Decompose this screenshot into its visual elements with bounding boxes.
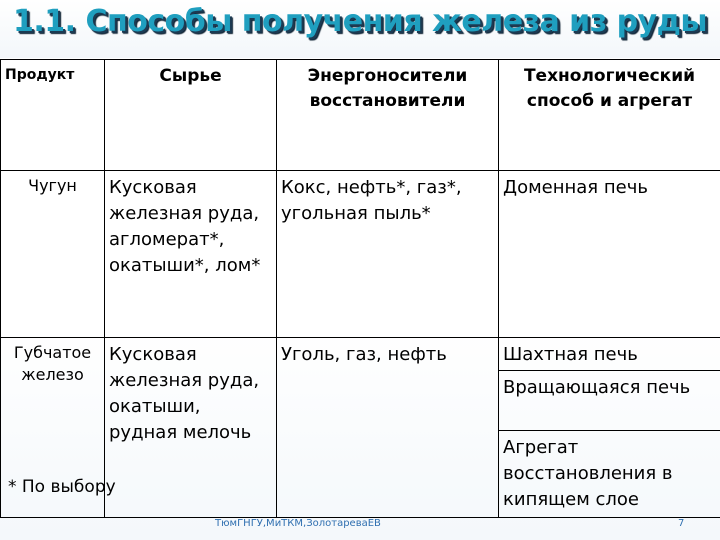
- cell-method: Шахтная печь: [499, 338, 720, 371]
- title-bar: [0, 0, 720, 58]
- header-energy: Энергоносители восстановители: [277, 60, 499, 171]
- cell-raw: Кусковая железная руда, агломерат*, окатыши*, лом*: [105, 171, 277, 338]
- cell-product: Губчатое железо: [1, 338, 105, 518]
- cell-energy: Кокс, нефть*, газ*, угольная пыль*: [277, 171, 499, 338]
- cell-energy: Уголь, газ, нефть: [277, 338, 499, 518]
- methods-table: [0, 59, 720, 518]
- cell-method: Вращающаяся печь: [499, 371, 720, 431]
- header-raw: Сырье: [105, 60, 277, 171]
- page-number: 7: [678, 518, 685, 529]
- footnote: * По выбору: [8, 477, 116, 497]
- footer-author: ТюмГНГУ,МиТКМ,ЗолотареваЕВ: [215, 518, 381, 529]
- cell-method: Доменная печь: [499, 171, 720, 338]
- cell-method: Агрегат восстановления в кипящем слое: [499, 431, 720, 518]
- cell-product: Чугун: [1, 171, 105, 338]
- table-row: [1, 171, 720, 338]
- header-method: Технологический способ и агрегат: [499, 60, 720, 171]
- cell-raw: Кусковая железная руда, окатыши, рудная мелочь: [105, 338, 277, 518]
- slide-title: 1.1. Способы получения железа из руды: [13, 4, 707, 39]
- table-row: [1, 338, 720, 371]
- header-product: Продукт: [1, 60, 105, 171]
- table-header-row: [1, 60, 720, 171]
